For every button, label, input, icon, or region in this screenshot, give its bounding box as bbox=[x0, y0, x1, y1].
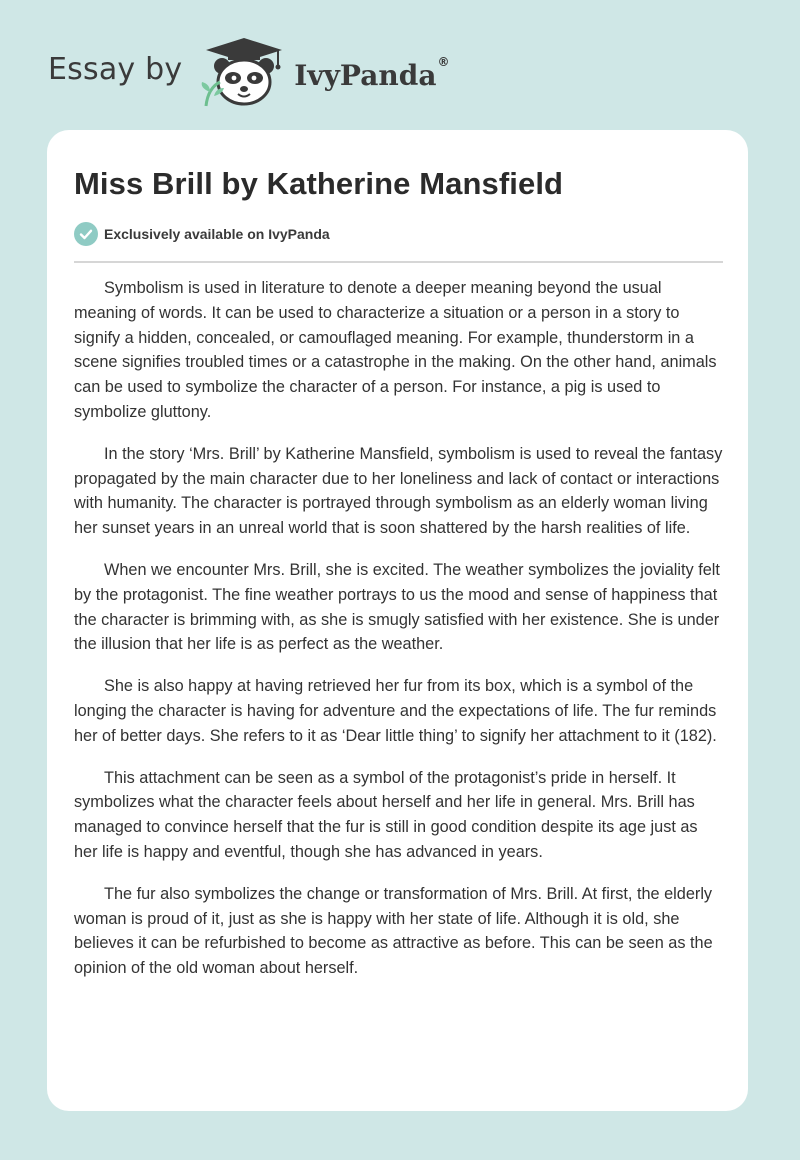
paragraph-6: The fur also symbolizes the change or transformation of Mrs. Brill. At first, the elderly woman is proud of it, just as she is happy with her state of life. Although it is old, she believes it can be refurbished to become as attractive as before. This can be seen as the opinion of the old woman about herself. bbox=[74, 884, 713, 978]
essay-card bbox=[47, 130, 748, 1111]
paragraph-2: In the story ‘Mrs. Brill’ by Katherine Mansfield, symbolism is used to reveal the fantasy propagated by the main character due to her loneliness and lack of contact or interactions with humanity. The character is portrayed through symbolism as an elderly woman living her sunset years in an unreal world that is soon shattered by the harsh realities of life. bbox=[74, 444, 723, 538]
essay-by-label: Essay by bbox=[48, 51, 183, 87]
brand-name[interactable]: IvyPanda® bbox=[294, 54, 450, 92]
divider bbox=[74, 261, 723, 263]
registered-mark: ® bbox=[437, 54, 450, 69]
paragraph-3: When we encounter Mrs. Brill, she is excited. The weather symbolizes the joviality felt by the protagonist. The fine weather portrays to us the mood and sense of happiness that the character is brimming with, as she is smugly satisfied with her existence. She is under the illusion that her life is as perfect as the weather. bbox=[74, 560, 720, 654]
paragraph-1: Symbolism is used in literature to denote a deeper meaning beyond the usual meaning of words. It can be used to characterize a situation or a person in a story to signify a hidden, concealed, or camouflaged meaning. For example, thunderstorm in a scene signifies troubled times or a catastrophe in the making. On the other hand, animals can be used to symbolize the character of a person. For instance, a pig is used to symbolize gluttony. bbox=[74, 279, 717, 421]
essay-title: Miss Brill by Katherine Mansfield bbox=[74, 166, 564, 201]
paragraph-5: This attachment can be seen as a symbol of the protagonist’s pride in herself. It symbolizes what the character feels about herself and her life in general. Mrs. Brill has managed to convince herself that the fur is still in good condition despite its age just as her life is happy and eventful, though she has advanced in years. bbox=[74, 768, 698, 861]
paragraph-4: She is also happy at having retrieved her fur from its box, which is a symbol of the longing the character is having for adventure and the expectations of life. The fur reminds her of better days. She refers to it as ‘Dear little thing’ to signify her attachment to it (182). bbox=[74, 677, 717, 745]
check-circle-icon bbox=[74, 222, 98, 246]
essay-body bbox=[74, 276, 724, 998]
exclusive-badge bbox=[74, 222, 330, 246]
brand-header bbox=[48, 36, 449, 108]
panda-graduate-icon[interactable] bbox=[198, 36, 290, 108]
exclusive-text: Exclusively available on IvyPanda bbox=[104, 226, 330, 242]
